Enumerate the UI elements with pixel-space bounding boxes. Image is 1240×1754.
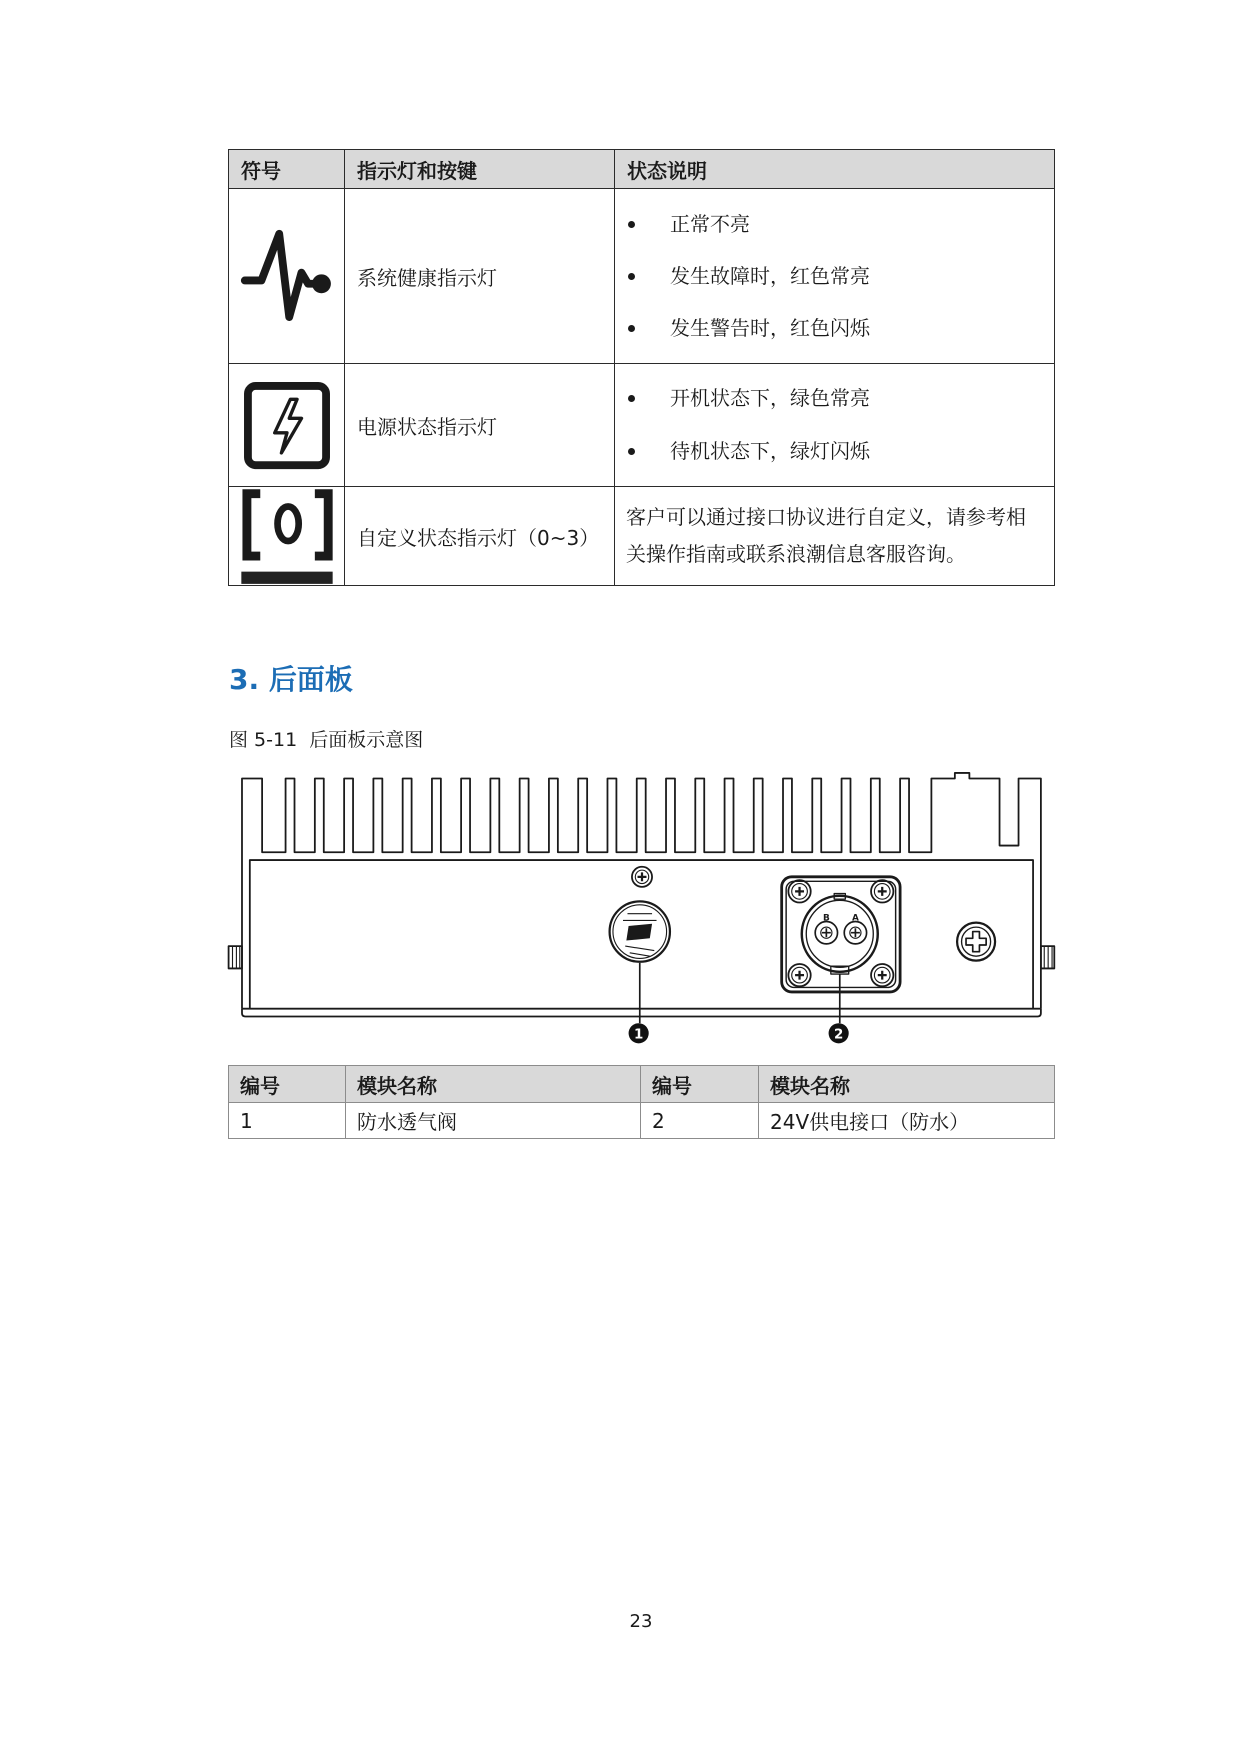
list-item bbox=[615, 425, 1054, 478]
status-cell bbox=[615, 487, 1055, 586]
module-name: 24V供电接口（防水） bbox=[759, 1103, 1055, 1139]
right-stud bbox=[1041, 946, 1054, 968]
screw-icon bbox=[788, 880, 810, 902]
header-module-name: 模块名称 bbox=[346, 1066, 641, 1103]
table-header-row bbox=[229, 1066, 1055, 1103]
table-row bbox=[229, 189, 1055, 364]
status-cell bbox=[615, 364, 1055, 487]
status-list bbox=[615, 198, 1054, 354]
status-text: 发生警告时，红色闪烁 bbox=[670, 316, 870, 340]
pin-label-a: A bbox=[851, 913, 859, 924]
pin-a bbox=[844, 922, 866, 944]
callout-label-1: 1 bbox=[633, 1027, 644, 1043]
base-plate bbox=[242, 1009, 1041, 1017]
status-description: 客户可以通过接口协议进行自定义，请参考相关操作指南或联系浪潮信息客服咨询。 bbox=[626, 505, 1026, 566]
status-text: 发生故障时，红色常亮 bbox=[670, 264, 870, 288]
bullet-icon bbox=[628, 325, 635, 332]
table-row bbox=[229, 1103, 1055, 1139]
indicator-name-cell bbox=[345, 364, 615, 487]
pin-b bbox=[815, 922, 837, 944]
section-heading: 3. 后面板 bbox=[229, 663, 353, 696]
symbol-cell bbox=[229, 487, 345, 586]
status-list bbox=[615, 372, 1054, 478]
status-text: 开机状态下，绿色常亮 bbox=[670, 386, 870, 410]
module-name: 防水透气阀 bbox=[346, 1103, 641, 1139]
module-number: 2 bbox=[641, 1103, 759, 1139]
bullet-icon bbox=[628, 221, 635, 228]
power-icon bbox=[239, 377, 335, 473]
status-text: 正常不亮 bbox=[670, 212, 750, 236]
list-item bbox=[615, 250, 1054, 302]
indicator-name: 电源状态指示灯 bbox=[357, 414, 497, 439]
list-item bbox=[615, 372, 1054, 425]
bullet-icon bbox=[628, 395, 635, 402]
status-cell bbox=[615, 189, 1055, 364]
power-connector bbox=[782, 877, 900, 992]
screw-icon bbox=[957, 923, 995, 961]
heartbeat-icon bbox=[237, 226, 337, 326]
bullet-icon bbox=[628, 448, 635, 455]
screw-icon bbox=[871, 880, 893, 902]
symbol-cell bbox=[229, 189, 345, 364]
table-row bbox=[229, 487, 1055, 586]
callout-2 bbox=[829, 1023, 849, 1043]
pin-label-b: B bbox=[822, 913, 830, 924]
header-symbol: 符号 bbox=[229, 150, 345, 189]
module-table bbox=[228, 1065, 1055, 1139]
heatsink-fins bbox=[242, 773, 1041, 1009]
indicator-name: 系统健康指示灯 bbox=[357, 265, 497, 290]
list-item bbox=[615, 302, 1054, 354]
vent-valve bbox=[610, 901, 670, 961]
custom-status-icon bbox=[238, 487, 336, 585]
header-indicator: 指示灯和按键 bbox=[345, 150, 615, 189]
callout-label-2: 2 bbox=[833, 1027, 844, 1043]
indicator-name: 自定义状态指示灯（0~3） bbox=[357, 525, 600, 550]
header-number: 编号 bbox=[229, 1066, 346, 1103]
screw-icon bbox=[871, 964, 893, 986]
status-text: 待机状态下，绿灯闪烁 bbox=[670, 439, 870, 463]
page-number: 23 bbox=[629, 1611, 653, 1632]
left-stud bbox=[229, 946, 242, 968]
screw-icon bbox=[632, 867, 652, 887]
table-row bbox=[229, 364, 1055, 487]
figure-caption: 图 5-11 后面板示意图 bbox=[229, 729, 424, 751]
list-item bbox=[615, 198, 1054, 250]
indicator-name-cell bbox=[345, 487, 615, 586]
callout-1 bbox=[629, 1023, 649, 1043]
header-module-name: 模块名称 bbox=[759, 1066, 1055, 1103]
symbol-cell bbox=[229, 364, 345, 487]
header-number: 编号 bbox=[641, 1066, 759, 1103]
bullet-icon bbox=[628, 273, 635, 280]
screw-icon bbox=[788, 964, 810, 986]
indicator-name-cell bbox=[345, 189, 615, 364]
header-status: 状态说明 bbox=[615, 150, 1055, 189]
module-number: 1 bbox=[229, 1103, 346, 1139]
table-header-row bbox=[229, 150, 1055, 189]
rear-panel-diagram bbox=[223, 766, 1061, 1048]
indicator-table bbox=[228, 149, 1055, 586]
